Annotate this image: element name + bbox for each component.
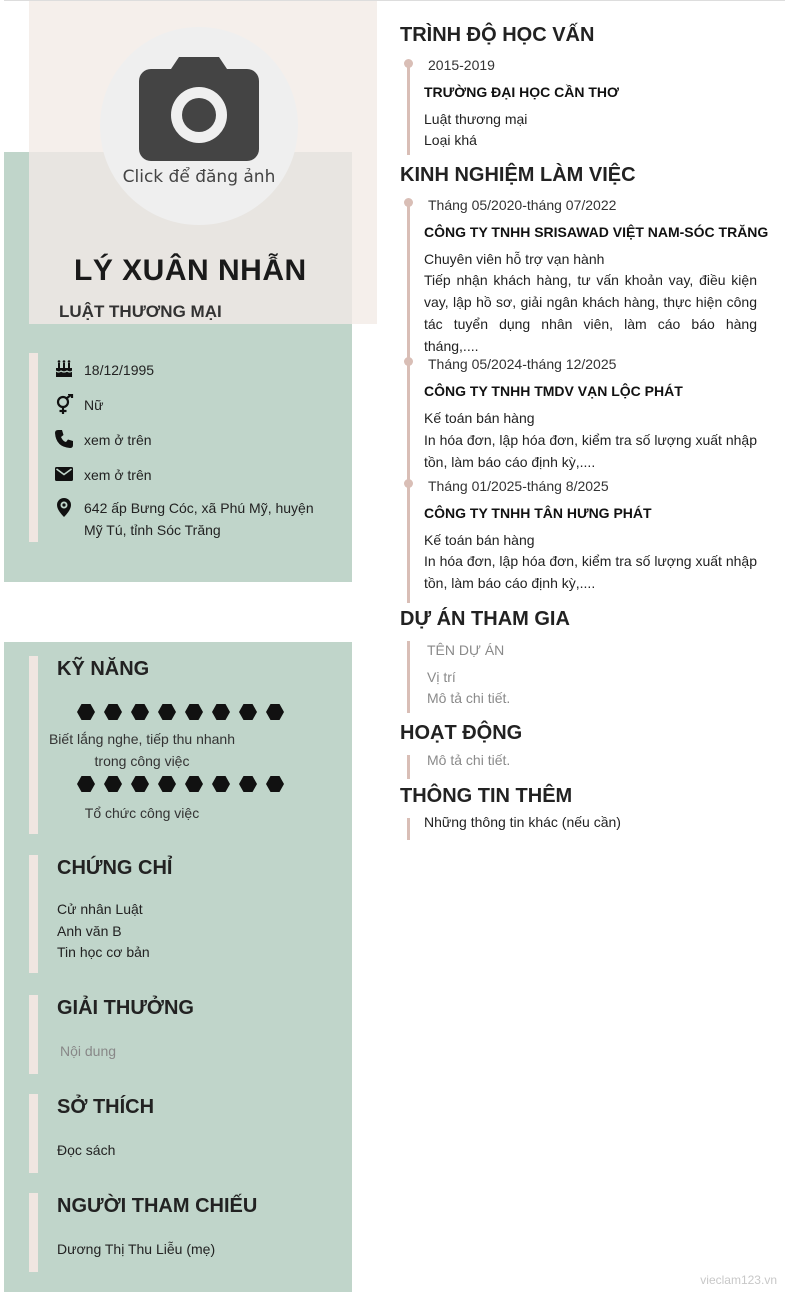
job-1-description: Tiếp nhận khách hàng, tư vấn khoản vay, điều kiện vay, lập hồ sơ, giải ngân khách hàng, thực hiện công tác tuyển dụng nhân viên, làm cáo báo hàng tháng,....	[424, 272, 757, 354]
projects-timeline	[407, 641, 410, 713]
job-1-position: Chuyên viên hỗ trợ vạn hành	[424, 251, 605, 267]
experience-timeline	[407, 201, 410, 603]
additional-title: THÔNG TIN THÊM	[400, 785, 573, 807]
job-3-description: In hóa đơn, lập hóa đơn, kiểm tra số lượng xuất nhập tồn, làm báo cáo định kỳ,....	[424, 553, 757, 591]
location-pin-icon	[54, 497, 74, 517]
email-row	[54, 464, 329, 486]
skill-rating-2	[77, 776, 284, 792]
certificate-2: Anh văn B	[57, 923, 122, 939]
birthday-row	[54, 359, 329, 381]
cv-page	[4, 0, 785, 1292]
activities-title: HOẠT ĐỘNG	[400, 722, 523, 744]
education-timeline	[407, 61, 410, 155]
rating-dot	[212, 704, 230, 720]
rating-dot	[158, 776, 176, 792]
activities-desc-placeholder[interactable]: Mô tả chi tiết.	[427, 752, 511, 768]
hobbies-bar	[29, 1094, 38, 1173]
candidate-major: LUẬT THƯƠNG MẠI	[59, 302, 222, 321]
address-row	[54, 497, 329, 541]
activities-timeline	[407, 755, 410, 779]
job-1-company: CÔNG TY TNHH SRISAWAD VIỆT NAM-SÓC TRĂNG	[424, 224, 769, 240]
education-school: TRƯỜNG ĐẠI HỌC CẦN THƠ	[424, 84, 619, 100]
education-grade: Loại khá	[424, 132, 477, 148]
additional-timeline	[407, 818, 410, 840]
education-field: Luật thương mại	[424, 111, 528, 127]
education-title: TRÌNH ĐỘ HỌC VẤN	[400, 24, 595, 46]
job-2-description: In hóa đơn, lập hóa đơn, kiểm tra số lượng xuất nhập tồn, làm báo cáo định kỳ,....	[424, 432, 757, 470]
phone-row	[54, 429, 329, 451]
awards-bar	[29, 995, 38, 1074]
phone-icon	[54, 429, 74, 449]
rating-dot	[158, 704, 176, 720]
rating-dot	[239, 704, 257, 720]
gender-icon	[54, 394, 74, 414]
rating-dot	[212, 776, 230, 792]
skill-label-1: Biết lắng nghe, tiếp thu nhanh trong công việc	[48, 731, 236, 769]
job-3-period: Tháng 01/2025-tháng 8/2025	[428, 478, 609, 494]
phone-value: xem ở trên	[84, 432, 152, 448]
certificate-1: Cử nhân Luật	[57, 901, 143, 917]
rating-dot	[77, 704, 95, 720]
candidate-name: LÝ XUÂN NHẪN	[74, 254, 307, 287]
gender-row	[54, 394, 329, 416]
job-3-company: CÔNG TY TNHH TÂN HƯNG PHÁT	[424, 505, 652, 521]
address-value: 642 ấp Bưng Cóc, xã Phú Mỹ, huyện Mỹ Tú, tỉnh Sóc Trăng	[84, 500, 314, 538]
rating-dot	[185, 704, 203, 720]
certificates-title: CHỨNG CHỈ	[57, 857, 173, 879]
skills-bar	[29, 656, 38, 834]
timeline-dot	[404, 357, 413, 366]
certificate-3: Tin học cơ bản	[57, 944, 150, 960]
birthday-value: 18/12/1995	[84, 362, 155, 378]
job-3-position: Kế toán bán hàng	[424, 532, 535, 548]
references-title: NGƯỜI THAM CHIẾU	[57, 1195, 258, 1217]
references-text: Dương Thị Thu Liễu (mẹ)	[57, 1241, 216, 1257]
rating-dot	[185, 776, 203, 792]
project-name-placeholder[interactable]: TÊN DỰ ÁN	[427, 642, 505, 658]
hobbies-title: SỞ THÍCH	[57, 1096, 155, 1118]
project-desc-placeholder[interactable]: Mô tả chi tiết.	[427, 690, 511, 706]
education-period: 2015-2019	[428, 57, 495, 73]
timeline-dot	[404, 59, 413, 68]
photo-caption[interactable]: Click để đăng ảnh	[122, 167, 276, 187]
timeline-dot	[404, 198, 413, 207]
awards-title: GIẢI THƯỞNG	[57, 997, 194, 1019]
job-1-period: Tháng 05/2020-tháng 07/2022	[428, 197, 617, 213]
references-bar	[29, 1193, 38, 1272]
rating-dot	[131, 704, 149, 720]
awards-placeholder[interactable]: Nội dung	[60, 1043, 117, 1059]
rating-dot	[266, 776, 284, 792]
email-icon	[54, 464, 74, 484]
contact-bar	[29, 353, 38, 542]
hobbies-text: Đọc sách	[57, 1142, 116, 1158]
skill-rating-1	[77, 704, 284, 720]
job-2-position: Kế toán bán hàng	[424, 410, 535, 426]
skill-label-2: Tổ chức công việc	[84, 805, 200, 821]
project-role-placeholder[interactable]: Vị trí	[427, 669, 456, 685]
timeline-dot	[404, 479, 413, 488]
watermark: vieclam123.vn	[700, 1273, 777, 1287]
rating-dot	[131, 776, 149, 792]
rating-dot	[266, 704, 284, 720]
camera-icon[interactable]	[139, 57, 259, 161]
experience-title: KINH NGHIỆM LÀM VIỆC	[400, 164, 636, 186]
projects-title: DỰ ÁN THAM GIA	[400, 608, 570, 630]
job-2-period: Tháng 05/2024-tháng 12/2025	[428, 356, 617, 372]
email-value: xem ở trên	[84, 467, 152, 483]
additional-text: Những thông tin khác (nếu cần)	[424, 814, 621, 830]
gender-value: Nữ	[84, 397, 104, 413]
cake-icon	[54, 359, 74, 379]
rating-dot	[239, 776, 257, 792]
certificates-bar	[29, 855, 38, 973]
rating-dot	[77, 776, 95, 792]
rating-dot	[104, 704, 122, 720]
rating-dot	[104, 776, 122, 792]
skills-title: KỸ NĂNG	[57, 658, 150, 680]
job-2-company: CÔNG TY TNHH TMDV VẠN LỘC PHÁT	[424, 383, 683, 399]
